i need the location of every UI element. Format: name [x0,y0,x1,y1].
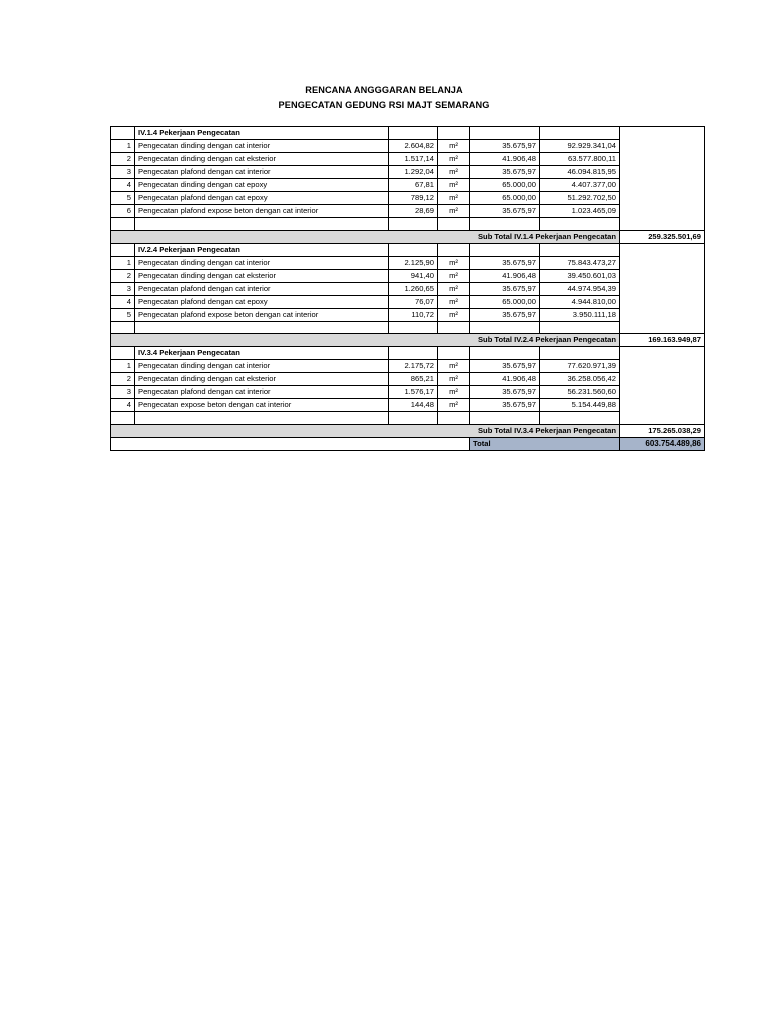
item-amount: 51.292.702,50 [540,192,620,205]
section-subtotal-spacer [620,127,705,231]
item-quantity: 76,07 [389,295,438,308]
table-row [111,386,705,399]
item-unit-price: 65.000,00 [470,179,540,192]
item-unit: m² [438,282,470,295]
item-quantity: 1.576,17 [389,386,438,399]
document-subtitle: PENGECATAN GEDUNG RSI MAJT SEMARANG [278,100,490,110]
empty-cell [438,347,470,360]
subtotal-value: 175.265.038,29 [620,424,705,437]
item-unit-price: 35.675,97 [470,140,540,153]
item-number: 4 [111,295,135,308]
subtotal-label: Sub Total IV.3.4 Pekerjaan Pengecatan [111,424,620,437]
item-unit-price: 35.675,97 [470,308,540,321]
empty-cell [540,127,620,140]
budget-table-body [111,127,705,451]
empty-cell [135,321,389,334]
item-quantity: 28,69 [389,205,438,218]
empty-cell [111,321,135,334]
item-unit: m² [438,256,470,269]
item-quantity: 144,48 [389,399,438,412]
empty-cell [111,412,135,425]
empty-cell [111,243,135,256]
item-unit-price: 41.906,48 [470,373,540,386]
table-row [111,269,705,282]
item-number: 4 [111,179,135,192]
item-quantity: 67,81 [389,179,438,192]
empty-cell [540,412,620,425]
item-quantity: 865,21 [389,373,438,386]
item-quantity: 2.125,90 [389,256,438,269]
section-heading: IV.3.4 Pekerjaan Pengecatan [135,347,389,360]
subtotal-row [111,334,705,347]
item-unit: m² [438,166,470,179]
item-unit-price: 35.675,97 [470,399,540,412]
item-quantity: 1.260,65 [389,282,438,295]
empty-cell [540,243,620,256]
item-number: 4 [111,399,135,412]
item-amount: 5.154.449,88 [540,399,620,412]
total-row [111,437,705,450]
item-unit: m² [438,205,470,218]
document-title: RENCANA ANGGGARAN BELANJA [305,85,463,95]
item-unit: m² [438,269,470,282]
empty-cell [470,321,540,334]
item-amount: 3.950.111,18 [540,308,620,321]
item-amount: 77.620.971,39 [540,360,620,373]
item-amount: 63.577.800,11 [540,153,620,166]
table-row [111,308,705,321]
empty-cell [111,218,135,231]
item-number: 2 [111,153,135,166]
empty-cell [470,127,540,140]
blank-row [111,218,705,231]
empty-cell [111,437,470,450]
item-description: Pengecatan dinding dengan cat interior [135,256,389,269]
item-amount: 56.231.560,60 [540,386,620,399]
subtotal-label: Sub Total IV.2.4 Pekerjaan Pengecatan [111,334,620,347]
item-description: Pengecatan plafond dengan cat interior [135,282,389,295]
item-number: 2 [111,269,135,282]
empty-cell [389,243,438,256]
item-number: 5 [111,192,135,205]
item-description: Pengecatan expose beton dengan cat interior [135,399,389,412]
item-number: 3 [111,166,135,179]
item-quantity: 2.175,72 [389,360,438,373]
empty-cell [438,321,470,334]
item-quantity: 1.292,04 [389,166,438,179]
section-subtotal-spacer [620,243,705,334]
total-label: Total [470,437,620,450]
table-row [111,205,705,218]
empty-cell [470,243,540,256]
section-heading-row [111,127,705,140]
item-unit-price: 65.000,00 [470,192,540,205]
subtotal-label: Sub Total IV.1.4 Pekerjaan Pengecatan [111,230,620,243]
item-number: 1 [111,256,135,269]
item-description: Pengecatan dinding dengan cat interior [135,360,389,373]
item-unit-price: 65.000,00 [470,295,540,308]
item-quantity: 2.604,82 [389,140,438,153]
subtotal-row [111,230,705,243]
item-quantity: 789,12 [389,192,438,205]
item-unit: m² [438,373,470,386]
table-row [111,179,705,192]
item-description: Pengecatan dinding dengan cat interior [135,140,389,153]
item-unit: m² [438,386,470,399]
subtotal-value: 169.163.949,87 [620,334,705,347]
empty-cell [389,412,438,425]
item-amount: 1.023.465,09 [540,205,620,218]
item-amount: 36.258.056,42 [540,373,620,386]
table-row [111,295,705,308]
table-row [111,399,705,412]
table-row [111,166,705,179]
subtotal-value: 259.325.501,69 [620,230,705,243]
item-unit-price: 35.675,97 [470,360,540,373]
item-unit-price: 35.675,97 [470,386,540,399]
item-amount: 46.094.815,95 [540,166,620,179]
table-row [111,140,705,153]
item-description: Pengecatan dinding dengan cat epoxy [135,179,389,192]
item-unit: m² [438,140,470,153]
item-unit: m² [438,399,470,412]
item-description: Pengecatan plafond expose beton dengan cat interior [135,308,389,321]
empty-cell [111,347,135,360]
item-amount: 75.843.473,27 [540,256,620,269]
section-heading: IV.2.4 Pekerjaan Pengecatan [135,243,389,256]
item-unit-price: 35.675,97 [470,256,540,269]
empty-cell [389,347,438,360]
empty-cell [438,218,470,231]
empty-cell [135,412,389,425]
item-description: Pengecatan plafond dengan cat epoxy [135,295,389,308]
budget-table [110,126,705,451]
empty-cell [470,218,540,231]
item-number: 3 [111,282,135,295]
item-unit: m² [438,192,470,205]
empty-cell [470,412,540,425]
section-heading-row [111,347,705,360]
empty-cell [540,347,620,360]
item-unit: m² [438,179,470,192]
item-unit-price: 35.675,97 [470,282,540,295]
item-description: Pengecatan plafond dengan cat epoxy [135,192,389,205]
item-number: 3 [111,386,135,399]
empty-cell [438,412,470,425]
item-unit: m² [438,295,470,308]
table-row [111,153,705,166]
item-unit: m² [438,308,470,321]
item-amount: 92.929.341,04 [540,140,620,153]
empty-cell [389,321,438,334]
total-value: 603.754.489,86 [620,437,705,450]
item-unit: m² [438,153,470,166]
blank-row [111,412,705,425]
empty-cell [438,127,470,140]
item-number: 1 [111,360,135,373]
item-amount: 44.974.954,39 [540,282,620,295]
item-quantity: 1.517,14 [389,153,438,166]
empty-cell [540,321,620,334]
item-unit-price: 41.906,48 [470,153,540,166]
blank-row [111,321,705,334]
item-description: Pengecatan plafond dengan cat interior [135,386,389,399]
item-quantity: 941,40 [389,269,438,282]
item-description: Pengecatan plafond expose beton dengan cat interior [135,205,389,218]
item-amount: 4.407.377,00 [540,179,620,192]
subtotal-row [111,424,705,437]
empty-cell [470,347,540,360]
item-number: 1 [111,140,135,153]
item-unit: m² [438,360,470,373]
table-row [111,360,705,373]
item-number: 2 [111,373,135,386]
empty-cell [389,127,438,140]
section-heading-row [111,243,705,256]
section-heading: IV.1.4 Pekerjaan Pengecatan [135,127,389,140]
item-description: Pengecatan dinding dengan cat eksterior [135,269,389,282]
table-row [111,373,705,386]
item-unit-price: 41.906,48 [470,269,540,282]
item-unit-price: 35.675,97 [470,205,540,218]
section-subtotal-spacer [620,347,705,425]
empty-cell [389,218,438,231]
item-unit-price: 35.675,97 [470,166,540,179]
empty-cell [135,218,389,231]
empty-cell [540,218,620,231]
table-row [111,282,705,295]
empty-cell [111,127,135,140]
table-row [111,192,705,205]
item-number: 5 [111,308,135,321]
item-description: Pengecatan dinding dengan cat eksterior [135,153,389,166]
item-description: Pengecatan dinding dengan cat eksterior [135,373,389,386]
item-amount: 4.944.810,00 [540,295,620,308]
item-description: Pengecatan plafond dengan cat interior [135,166,389,179]
table-row [111,256,705,269]
item-quantity: 110,72 [389,308,438,321]
empty-cell [438,243,470,256]
item-number: 6 [111,205,135,218]
item-amount: 39.450.601,03 [540,269,620,282]
